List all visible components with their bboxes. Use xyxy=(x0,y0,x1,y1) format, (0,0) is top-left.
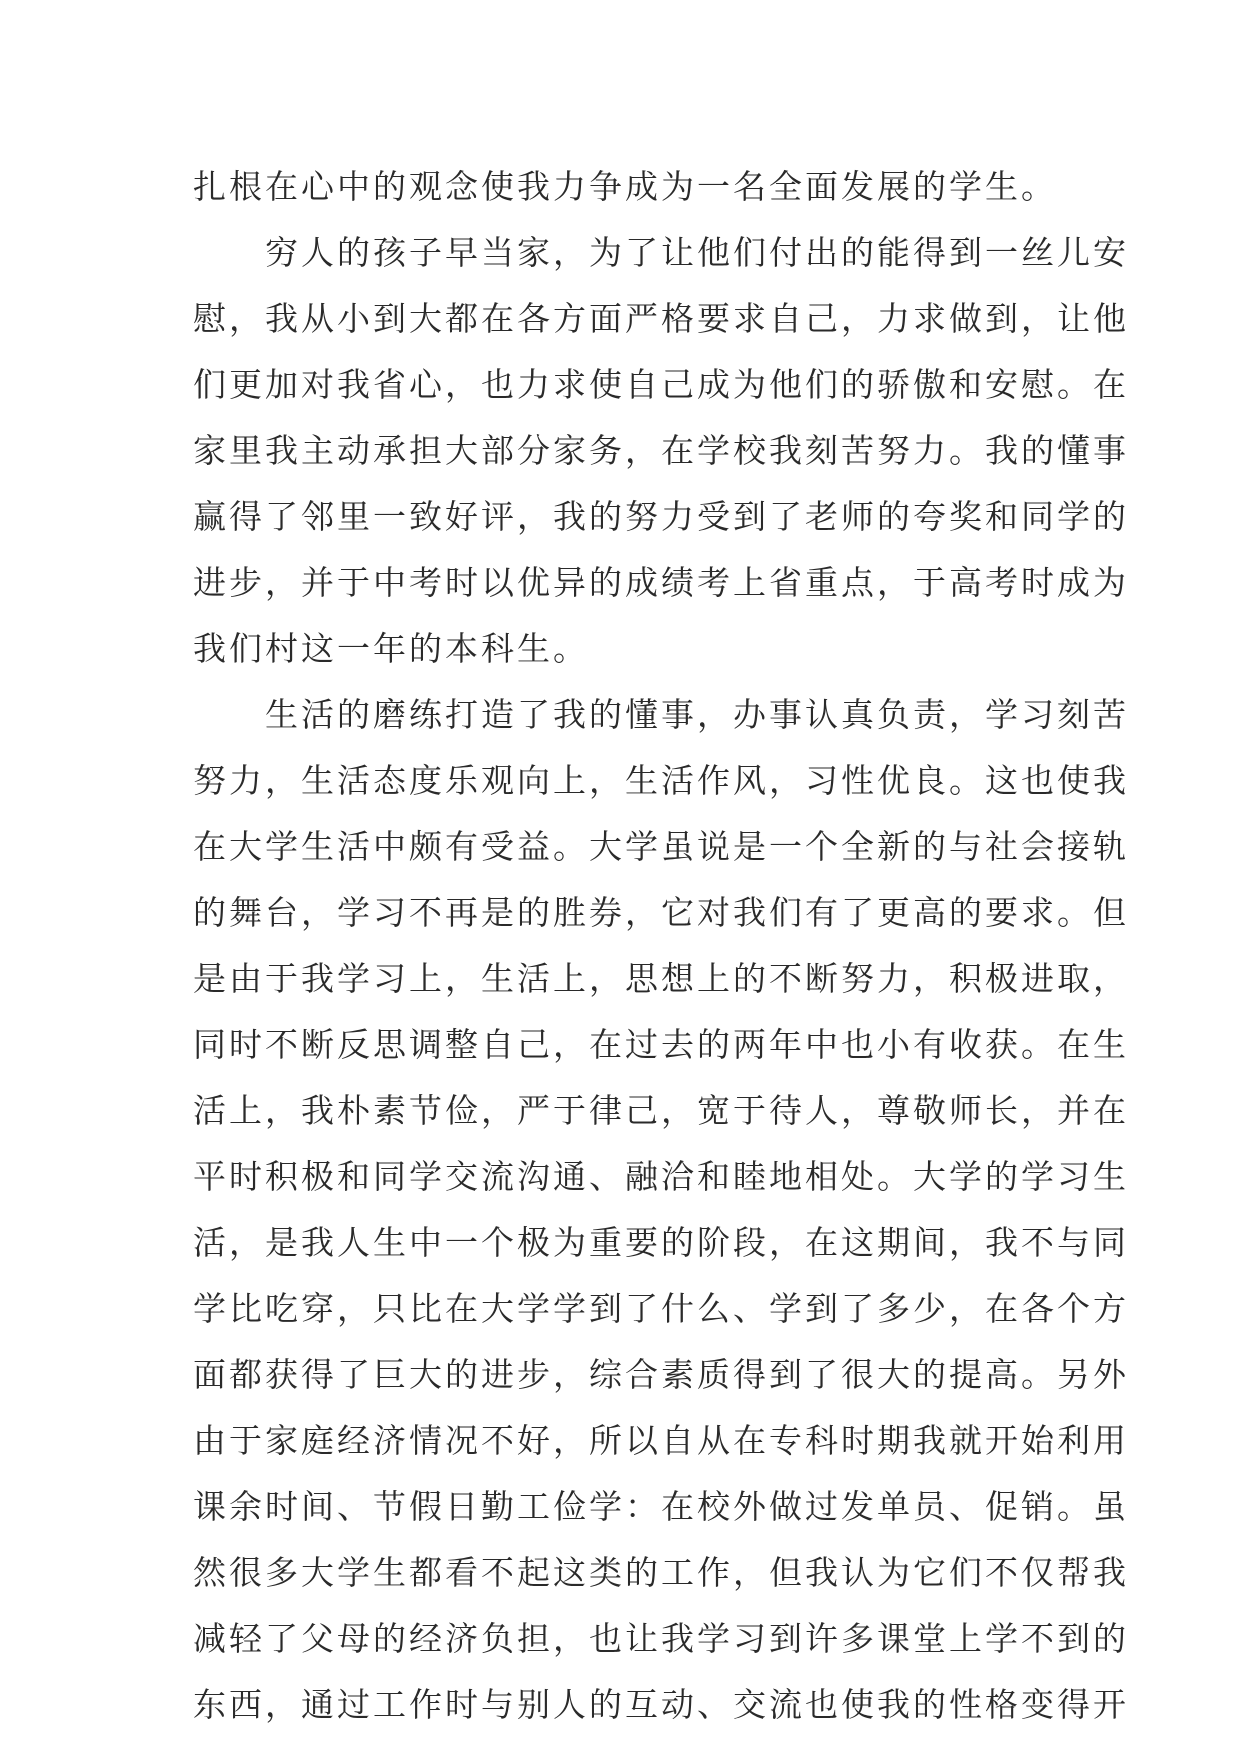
text-line: 减轻了父母的经济负担，也让我学习到许多课堂上学不到的 xyxy=(193,1619,1129,1658)
text-line: 面都获得了巨大的进步，综合素质得到了很大的提高。另外 xyxy=(193,1355,1129,1394)
text-line: 们更加对我省心，也力求使自己成为他们的骄傲和安慰。在 xyxy=(193,365,1129,404)
text-line: 的舞台，学习不再是的胜券，它对我们有了更高的要求。但 xyxy=(193,893,1129,932)
text-line: 活，是我人生中一个极为重要的阶段，在这期间，我不与同 xyxy=(193,1223,1129,1262)
text-line: 努力，生活态度乐观向上，生活作风，习性优良。这也使我 xyxy=(193,761,1129,800)
text-line: 进步，并于中考时以优异的成绩考上省重点，于高考时成为 xyxy=(193,563,1129,602)
text-line: 扎根在心中的观念使我力争成为一名全面发展的学生。 xyxy=(193,167,1057,206)
text-line: 是由于我学习上，生活上，思想上的不断努力，积极进取， xyxy=(193,959,1129,998)
text-line: 在大学生活中颇有受益。大学虽说是一个全新的与社会接轨 xyxy=(193,827,1129,866)
text-line: 课余时间、节假日勤工俭学：在校外做过发单员、促销。虽 xyxy=(193,1487,1129,1526)
text-line: 穷人的孩子早当家，为了让他们付出的能得到一丝儿安 xyxy=(193,233,1129,272)
text-line: 慰，我从小到大都在各方面严格要求自己，力求做到，让他 xyxy=(193,299,1129,338)
text-line: 活上，我朴素节俭，严于律己，宽于待人，尊敬师长，并在 xyxy=(193,1091,1129,1130)
text-line: 由于家庭经济情况不好，所以自从在专科时期我就开始利用 xyxy=(193,1421,1129,1460)
text-line: 我们村这一年的本科生。 xyxy=(193,629,589,668)
text-line: 学比吃穿，只比在大学学到了什么、学到了多少，在各个方 xyxy=(193,1289,1129,1328)
text-line: 赢得了邻里一致好评，我的努力受到了老师的夸奖和同学的 xyxy=(193,497,1129,536)
text-line: 然很多大学生都看不起这类的工作，但我认为它们不仅帮我 xyxy=(193,1553,1129,1592)
text-line: 家里我主动承担大部分家务，在学校我刻苦努力。我的懂事 xyxy=(193,431,1129,470)
text-line: 平时积极和同学交流沟通、融洽和睦地相处。大学的学习生 xyxy=(193,1157,1129,1196)
text-line: 东西，通过工作时与别人的互动、交流也使我的性格变得开 xyxy=(193,1685,1129,1724)
text-line: 生活的磨练打造了我的懂事，办事认真负责，学习刻苦 xyxy=(193,695,1129,734)
text-line: 同时不断反思调整自己，在过去的两年中也小有收获。在生 xyxy=(193,1025,1129,1064)
body-text xyxy=(193,154,1129,1738)
